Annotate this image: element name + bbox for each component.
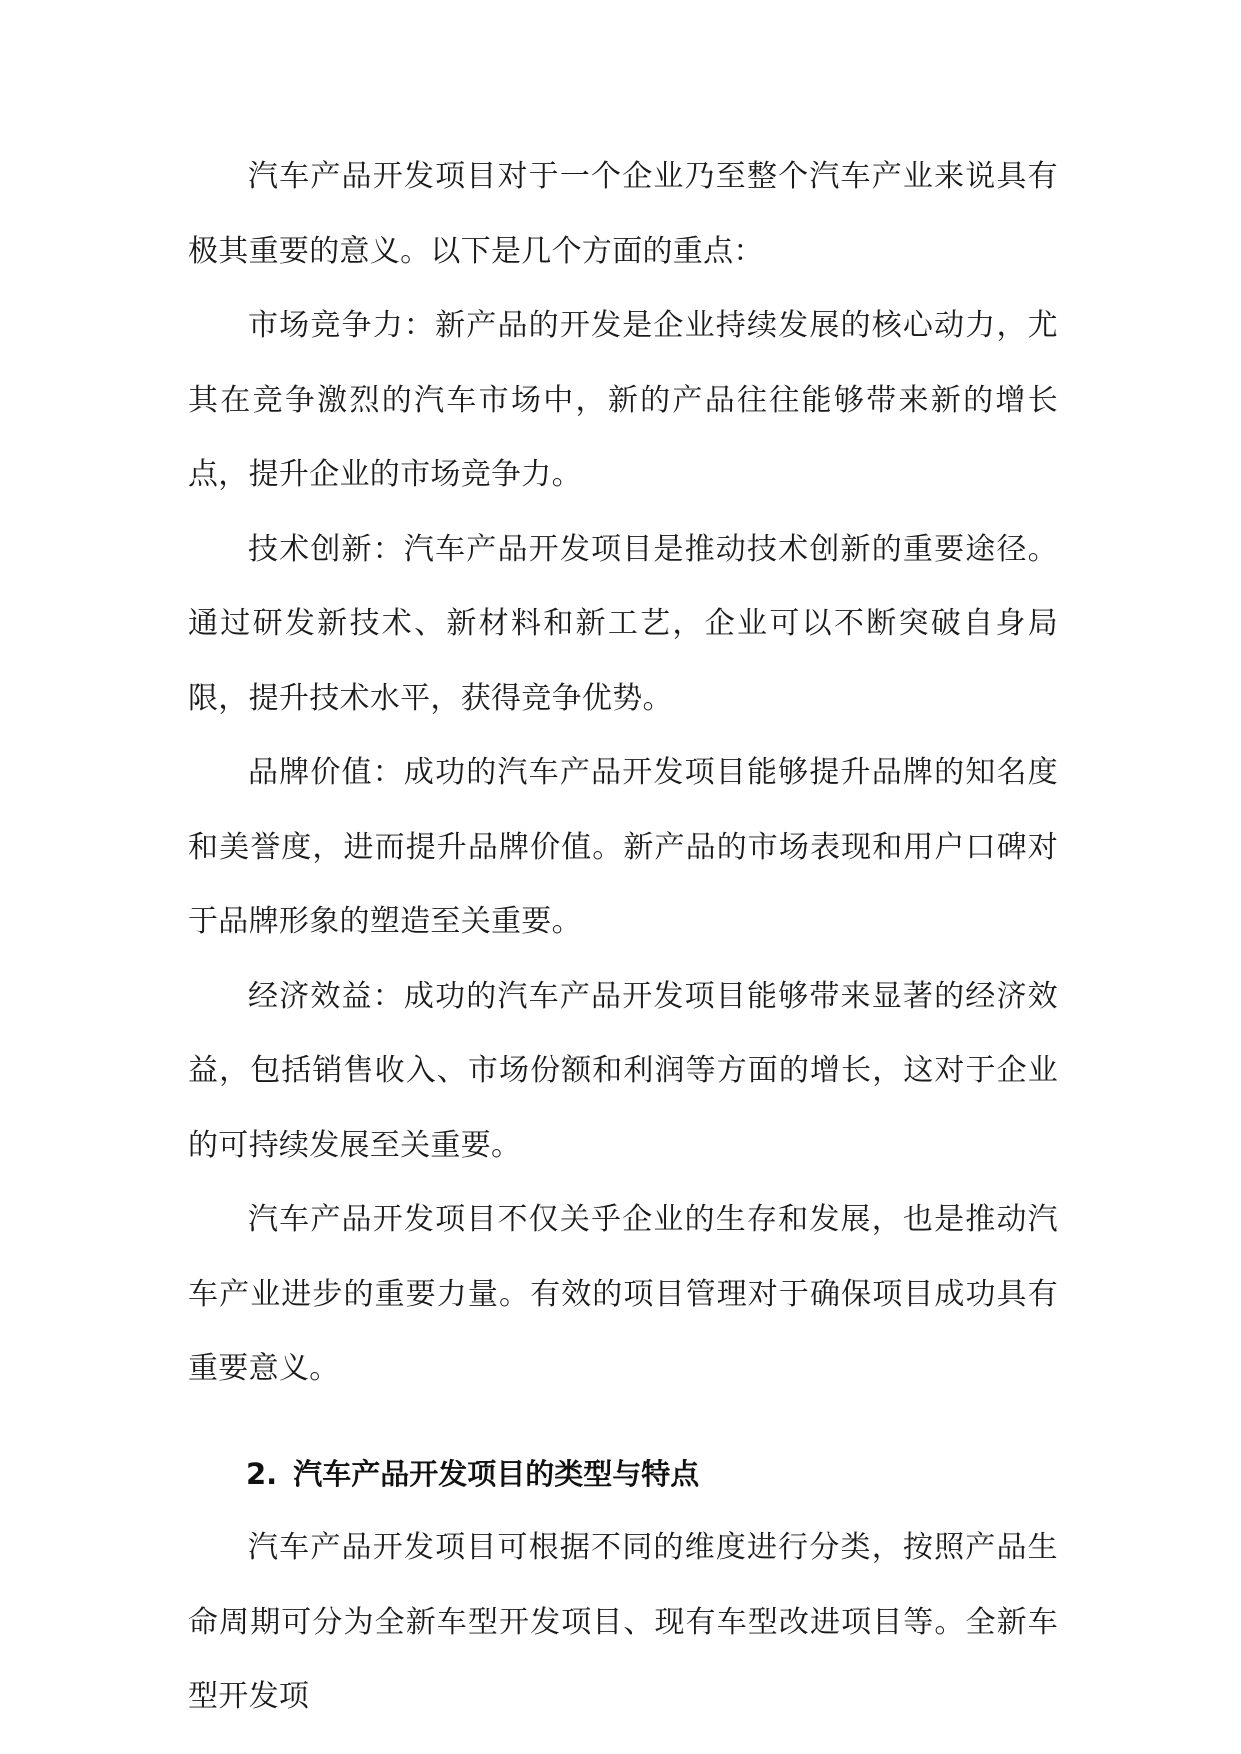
- market-competitiveness-paragraph: 市场竞争力：新产品的开发是企业持续发展的核心动力，尤其在竞争激烈的汽车市场中，新的产品往往能够带来新的增长点，提升企业的市场竞争力。: [188, 308, 1058, 492]
- section-heading: [188, 1437, 1058, 1512]
- technology-innovation-paragraph: 技术创新：汽车产品开发项目是推动技术创新的重要途径。通过研发新技术、新材料和新工艺，企业可以不断突破自身局限，提升技术水平，获得竞争优势。: [188, 531, 1058, 716]
- document-body: [188, 140, 1058, 1735]
- intro-paragraph: 汽车产品开发项目对于一个企业乃至整个汽车产业来说具有极其重要的意义。以下是几个方面的重点：: [188, 159, 1058, 269]
- section-number: 2.: [246, 1456, 278, 1491]
- brand-value-paragraph: 品牌价值：成功的汽车产品开发项目能够提升品牌的知名度和美誉度，进而提升品牌价值。新产品的市场表现和用户口碑对于品牌形象的塑造至关重要。: [188, 755, 1058, 939]
- economic-benefit-paragraph: 经济效益：成功的汽车产品开发项目能够带来显著的经济效益，包括销售收入、市场份额和利润等方面的增长，这对于企业的可持续发展至关重要。: [188, 978, 1058, 1163]
- section-title: 汽车产品开发项目的类型与特点: [293, 1456, 700, 1491]
- project-types-paragraph: 汽车产品开发项目可根据不同的维度进行分类，按照产品生命周期可分为全新车型开发项目、现有车型改进项目等。全新车型开发项: [188, 1530, 1058, 1714]
- summary-paragraph: 汽车产品开发项目不仅关乎企业的生存和发展，也是推动汽车产业进步的重要力量。有效的项目管理对于确保项目成功具有重要意义。: [188, 1202, 1058, 1386]
